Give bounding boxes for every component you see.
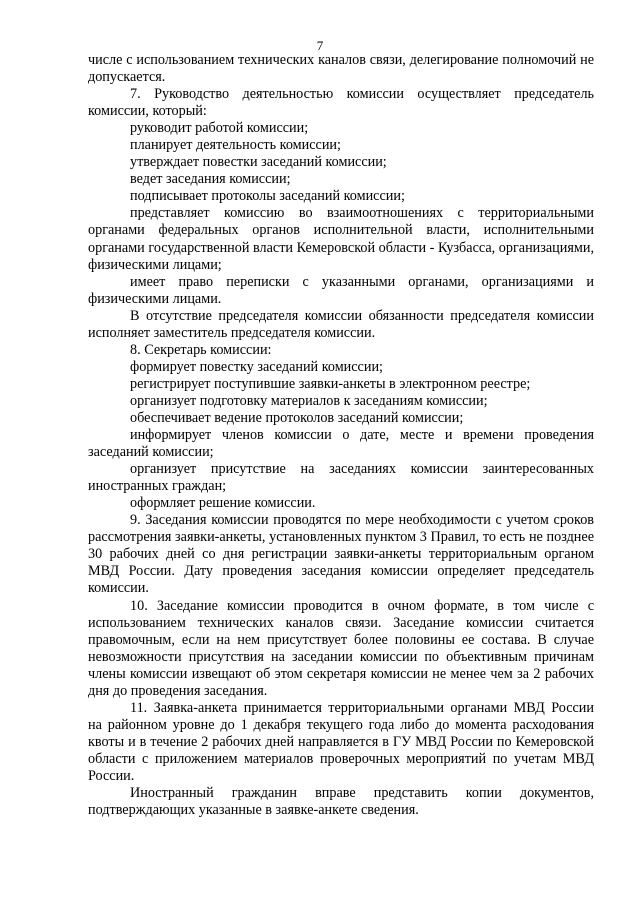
list-item: утверждает повестки заседаний комиссии; bbox=[130, 154, 387, 171]
paragraph-item-7: 7. Руководство деятельностью комиссии осуществляет председатель комиссии, который: bbox=[88, 86, 594, 120]
list-item: представляет комиссию во взаимоотношениях с территориальными органами федеральных органов исполнительной власти, исполнительными органами государственной власти Кемеровской области - Кузбасса, организациями, физическими лицами; bbox=[88, 205, 594, 273]
list-item: формирует повестку заседаний комиссии; bbox=[130, 358, 383, 375]
paragraph-continuation: числе с использованием технических каналов связи, делегирование полномочий не допускается. bbox=[88, 52, 594, 86]
list-item: обеспечивает ведение протоколов заседаний комиссии; bbox=[130, 409, 464, 426]
paragraph-item-10: 10. Заседание комиссии проводится в очном формате, в том числе с использованием технических каналов связи. Заседание комиссии считается правомочным, если на нем присутствует более половины ее состава. В случае невозможности присутствия на заседании комиссии по объективным причинам члены комиссии извещают об этом секретаря комиссии не менее чем за 2 рабочих дня до проведения заседания. bbox=[88, 597, 594, 699]
list-item: подписывает протоколы заседаний комиссии; bbox=[130, 188, 405, 205]
paragraph: Иностранный гражданин вправе представить копии документов, подтверждающих указанные в заявке-анкете сведения. bbox=[88, 785, 594, 819]
paragraph-item-8: 8. Секретарь комиссии: bbox=[130, 341, 272, 358]
page-number: 7 bbox=[316, 38, 324, 53]
list-item: имеет право переписки с указанными органами, организациями и физическими лицами. bbox=[88, 273, 594, 307]
list-item: планирует деятельность комиссии; bbox=[130, 137, 341, 154]
document-body bbox=[88, 52, 594, 819]
list-item: организует присутствие на заседаниях комиссии заинтересованных иностранных граждан; bbox=[88, 461, 594, 495]
paragraph-item-9: 9. Заседания комиссии проводятся по мере необходимости с учетом сроков рассмотрения заявки-анкеты, установленных пунктом 3 Правил, то есть не позднее 30 рабочих дней со дня регистрации заявки-анкеты территориальным органом МВД России. Дату проведения заседания комиссии определяет председатель комиссии. bbox=[88, 512, 594, 597]
paragraph-item-11: 11. Заявка-анкета принимается территориальными органами МВД России на районном уровне до 1 декабря текущего года либо до момента расходования квоты и в течение 2 рабочих дней направляется в ГУ МВД России по Кемеровской области с приложением материалов проверочных мероприятий по учетам МВД России. bbox=[88, 699, 594, 784]
list-item: информирует членов комиссии о дате, месте и времени проведения заседаний комиссии; bbox=[88, 427, 594, 461]
paragraph: В отсутствие председателя комиссии обязанности председателя комиссии исполняет заместитель председателя комиссии. bbox=[88, 307, 594, 341]
list-item: оформляет решение комиссии. bbox=[130, 495, 316, 512]
list-item: ведет заседания комиссии; bbox=[130, 171, 291, 188]
list-item: регистрирует поступившие заявки-анкеты в электронном реестре; bbox=[130, 375, 531, 392]
list-item: руководит работой комиссии; bbox=[130, 120, 309, 137]
list-item: организует подготовку материалов к заседаниям комиссии; bbox=[130, 392, 488, 409]
